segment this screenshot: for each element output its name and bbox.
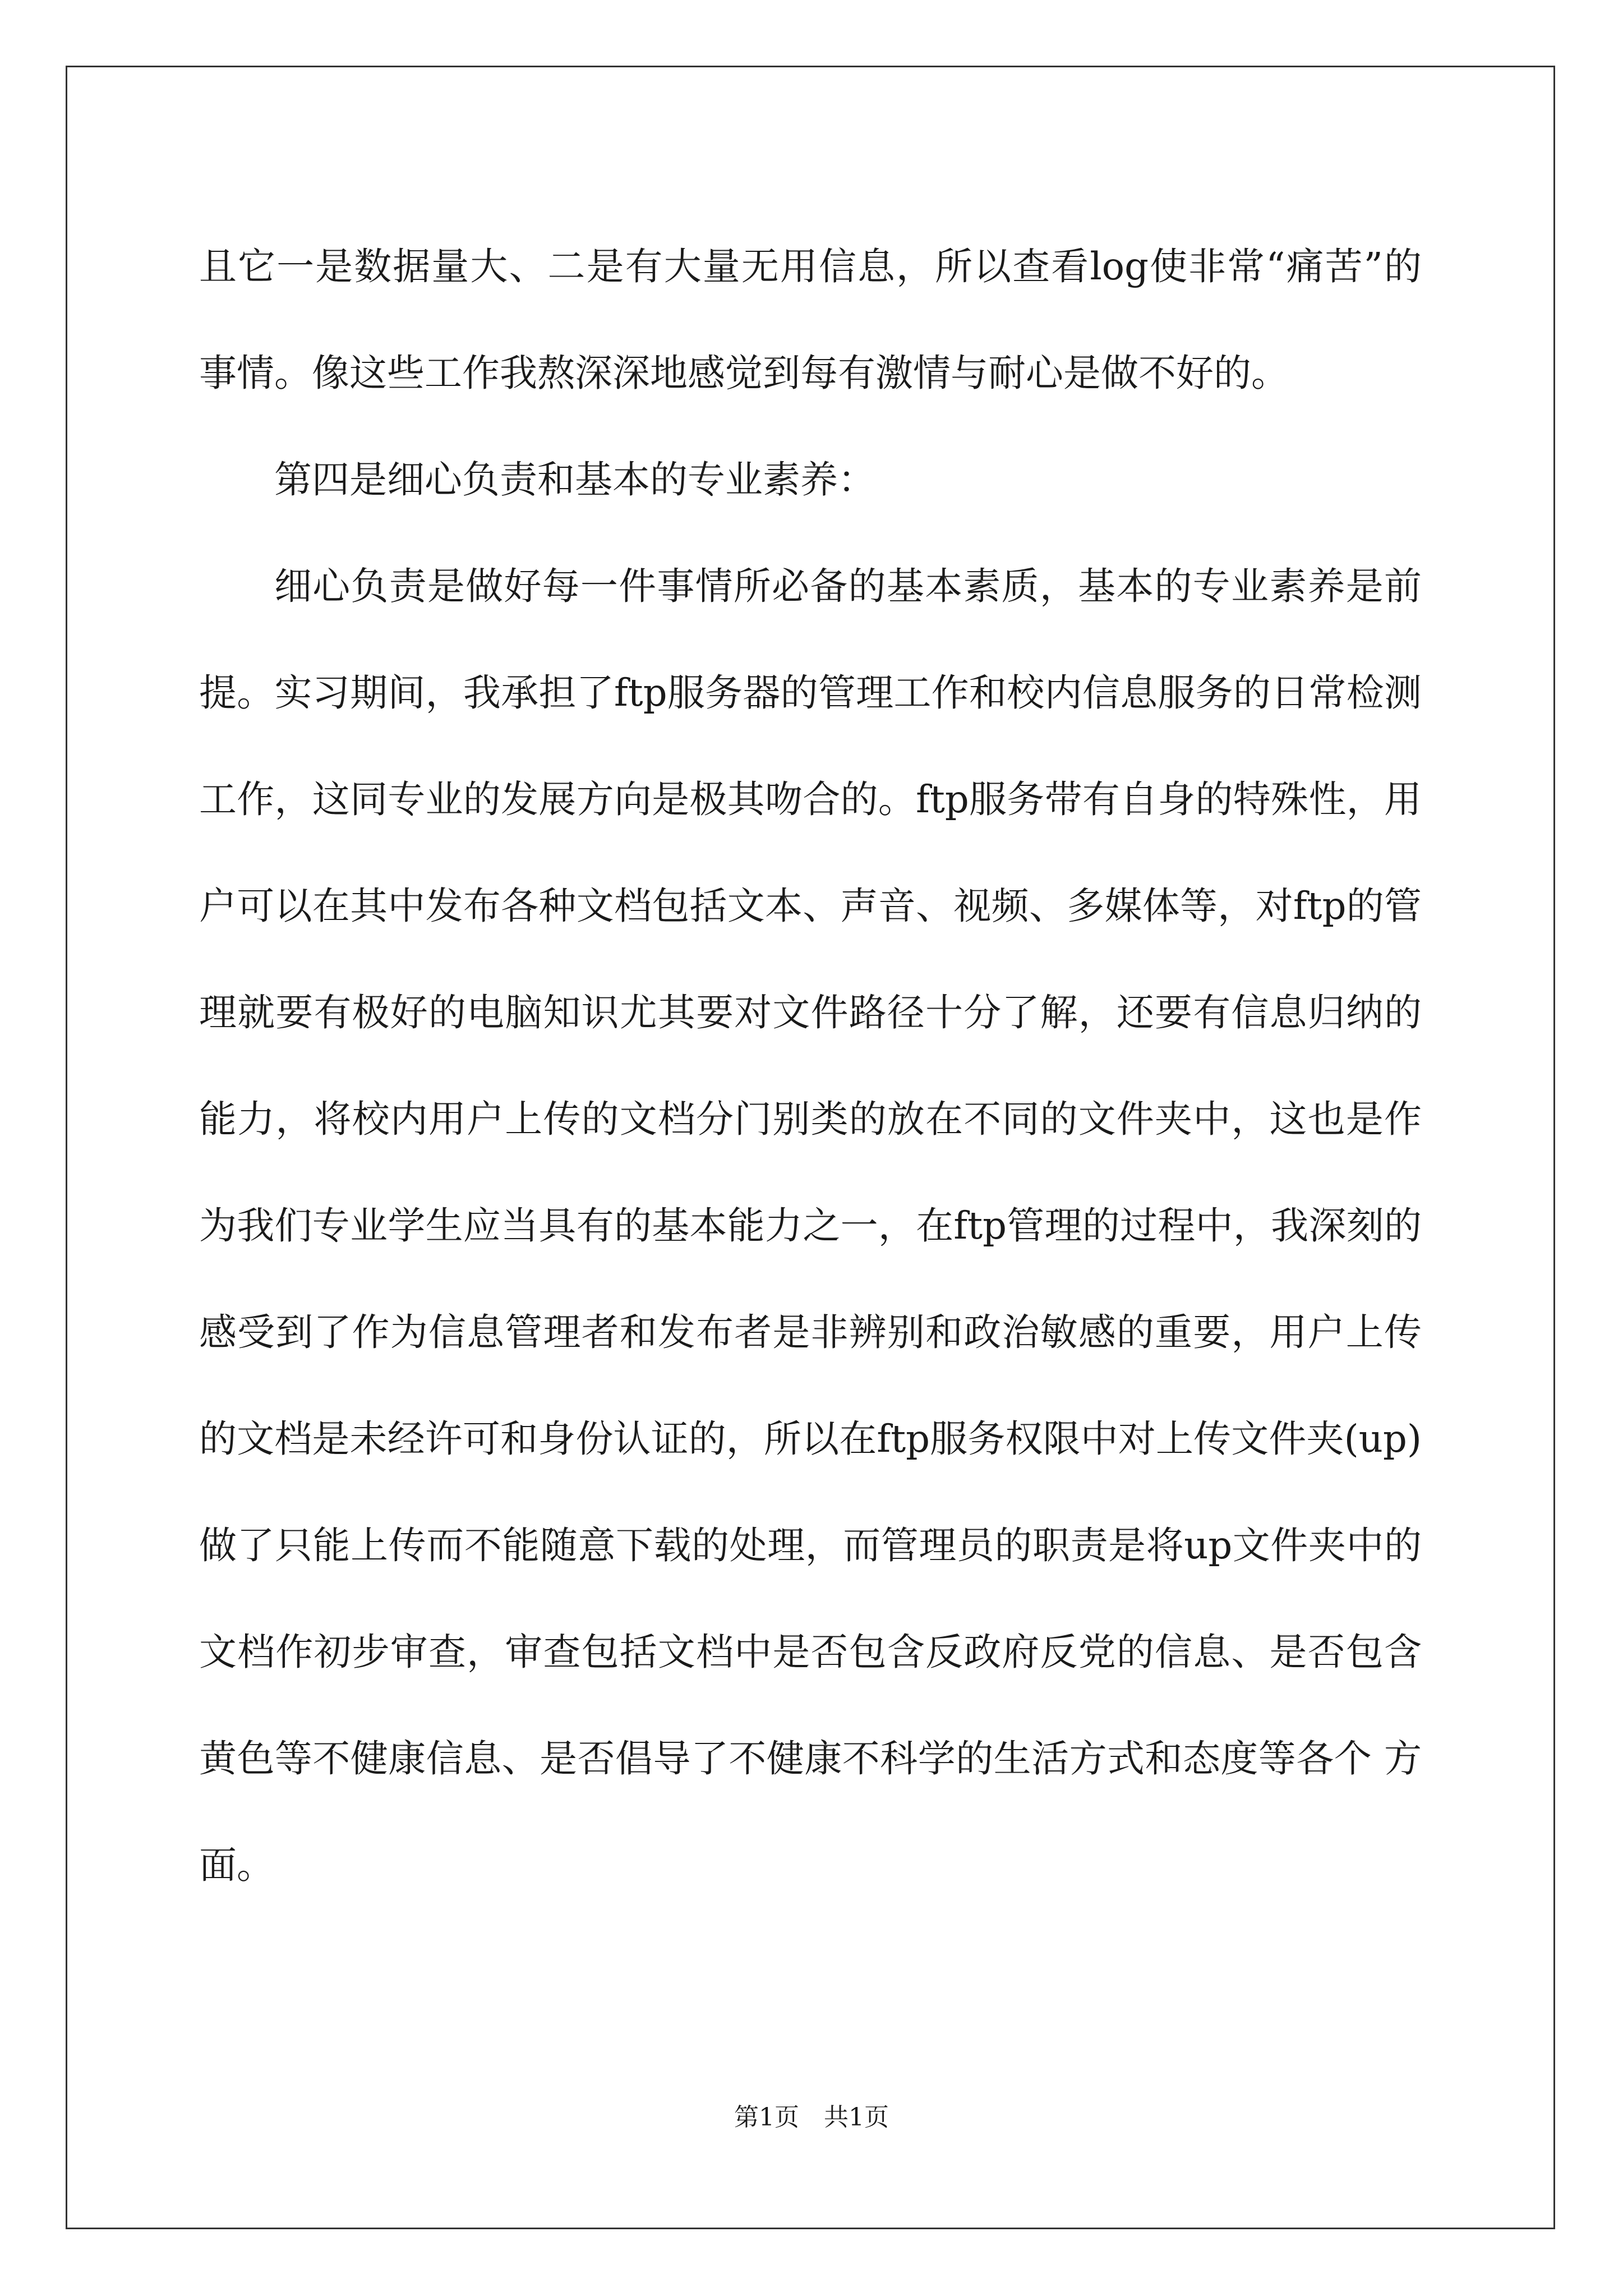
paragraph-body: 细心负责是做好每一件事情所必备的基本素质，基本的专业素养是前提。实习期间，我承担了ftp服务器的管理工作和校内信息服务的日常检测工作，这同专业的发展方向是极其吻合的。ftp服务带有自身的特殊性，用户可以在其中发布各种文档包括文本、声音、视频、多媒体等，对ftp的管理就要有极好的电脑知识尤其要对文件路径十分了解，还要有信息归纳的能力，将校内用户上传的文档分门别类的放在不同的文件夹中，这也是作为我们专业学生应当具有的基本能力之一，在ftp管理的过程中，我深刻的感受到了作为信息管理者和发布者是非辨别和政治敏感的重要，用户上传的文档是未经许可和身份认证的，所以在ftp服务权限中对上传文件夹(up)做了只能上传而不能随意下载的处理，而管理员的职责是将up文件夹中的文档作初步审查，审查包括文档中是否包含反政府反党的信息、是否包含黄色等不健康信息、是否倡导了不健康不科学的生活方式和态度等各个 方面。 (199, 564, 1422, 1887)
page-footer: 第1页 共1页 (734, 2103, 889, 2132)
paragraph-continuation: 且它一是数据量大、二是有大量无用信息，所以查看log使非常“痛苦”的事情。像这些工作我熬深深地感觉到每有激情与耐心是做不好的。 (199, 245, 1422, 395)
document-body (199, 213, 1422, 1918)
paragraph-heading-point-four: 第四是细心负责和基本的专业素养： (274, 458, 875, 501)
